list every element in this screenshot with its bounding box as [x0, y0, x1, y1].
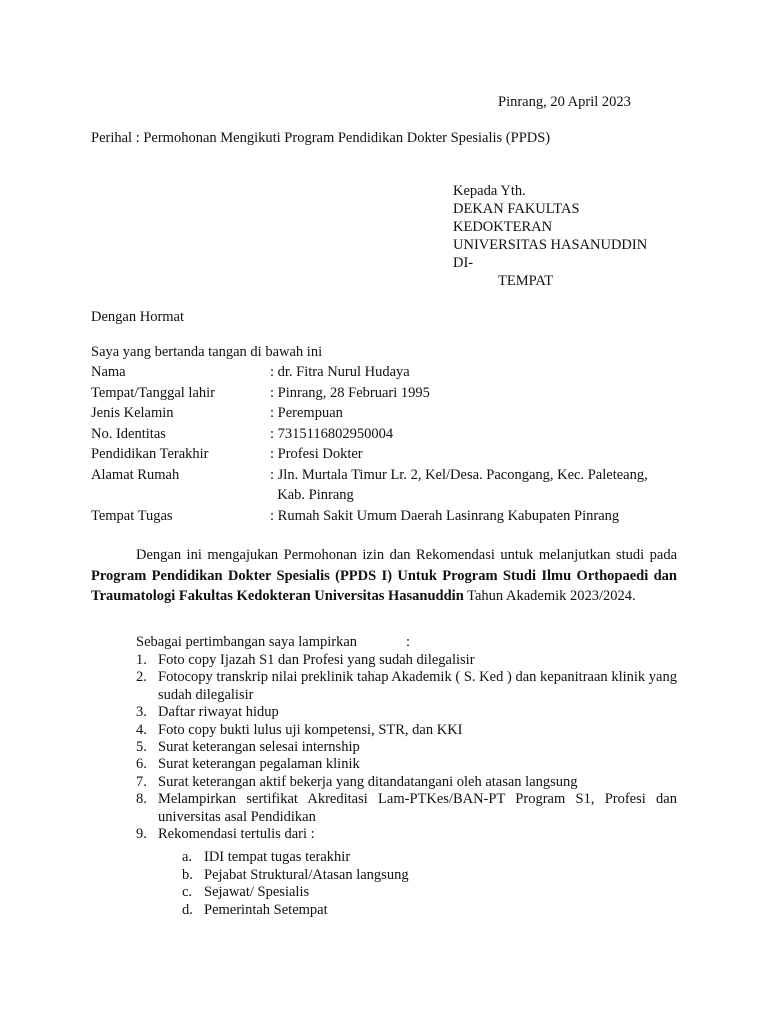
- list-item: [136, 722, 677, 739]
- recipient-line: Kepada Yth.: [453, 183, 526, 199]
- field-row: [91, 444, 691, 465]
- list-item: [136, 669, 677, 704]
- list-item: [182, 867, 482, 885]
- field-row: [91, 465, 691, 486]
- list-text: Rekomendasi tertulis dari :: [158, 826, 315, 843]
- field-value: : dr. Fitra Nurul Hudaya: [270, 364, 410, 380]
- list-item: [136, 739, 677, 756]
- list-text: Foto copy bukti lulus uji kompetensi, STR, dan KKI: [158, 721, 463, 738]
- list-item: [136, 704, 677, 721]
- field-value: Kab. Pinrang: [270, 487, 354, 503]
- greeting: Dengan Hormat: [91, 309, 185, 325]
- field-row: [91, 403, 691, 424]
- list-item: [136, 774, 677, 791]
- paragraph-text: Tahun Akademik 2023/2024.: [467, 588, 636, 604]
- field-value: : Rumah Sakit Umum Daerah Lasinrang Kabupaten Pinrang: [270, 507, 620, 524]
- list-item: [182, 902, 482, 920]
- program-name: Program Pendidikan Dokter Spesialis (PPDS I) Untuk Program Studi Ilmu Orthopaedi dan Traumatologi Fakultas Kedokteran Universitas Hasanuddin: [91, 567, 677, 604]
- list-item: [136, 791, 677, 826]
- recipient-line: TEMPAT: [498, 273, 554, 289]
- list-number: 6.: [136, 756, 147, 773]
- list-number: 1.: [136, 652, 147, 668]
- list-text: Melampirkan sertifikat Akreditasi Lam-PTKes/BAN-PT Program S1, Profesi dan universitas asal Pendidikan: [158, 791, 677, 825]
- recipient-line: DI-: [453, 255, 474, 271]
- field-value: : Profesi Dokter: [270, 446, 363, 462]
- list-number: 2.: [136, 669, 147, 686]
- field-label: Tempat/Tanggal lahir: [91, 384, 215, 401]
- field-label: Nama: [91, 364, 126, 380]
- list-text: Foto copy Ijazah S1 dan Profesi yang sudah dilegalisir: [158, 652, 475, 668]
- field-row: [91, 383, 691, 404]
- list-text: Daftar riwayat hidup: [158, 704, 279, 721]
- field-row: [91, 506, 691, 527]
- field-row: [91, 362, 691, 383]
- list-number: 9.: [136, 826, 147, 843]
- list-letter: b.: [182, 866, 193, 883]
- identity-fields: [91, 362, 691, 526]
- list-item: [136, 756, 677, 773]
- recipient-line: DEKAN FAKULTAS: [453, 201, 580, 217]
- recipient-line: KEDOKTERAN: [453, 219, 553, 235]
- recipient-line: UNIVERSITAS HASANUDDIN: [453, 237, 648, 253]
- field-label: Jenis Kelamin: [91, 405, 174, 421]
- list-letter: a.: [182, 849, 193, 865]
- field-value: : 7315116802950004: [270, 425, 394, 442]
- list-text: Fotocopy transkrip nilai preklinik tahap Akademik ( S. Ked ) dan kepanitraan klinik yang sudah dilegalisir: [158, 669, 677, 703]
- intro-line: Saya yang bertanda tangan di bawah ini: [91, 344, 323, 360]
- list-text: Pemerintah Setempat: [204, 901, 328, 918]
- list-text: Surat keterangan selesai internship: [158, 739, 360, 756]
- list-item: [182, 849, 482, 867]
- field-row: [91, 485, 691, 506]
- list-text: Sejawat/ Spesialis: [204, 884, 310, 901]
- list-number: 8.: [136, 791, 147, 808]
- list-item: [182, 884, 482, 902]
- recommendations-list: [182, 849, 482, 919]
- list-text: Surat keterangan aktif bekerja yang ditandatangani oleh atasan langsung: [158, 773, 578, 790]
- field-label: No. Identitas: [91, 425, 166, 442]
- field-value: : Perempuan: [270, 405, 343, 421]
- subject-line: Perihal : Permohonan Mengikuti Program Pendidikan Dokter Spesialis (PPDS): [91, 130, 551, 146]
- list-letter: d.: [182, 901, 193, 918]
- field-label: Tempat Tugas: [91, 507, 173, 524]
- request-paragraph: [91, 545, 677, 607]
- list-number: 3.: [136, 704, 147, 721]
- list-text: IDI tempat tugas terakhir: [204, 849, 351, 865]
- attachments-intro: Sebagai pertimbangan saya lampirkan: [136, 634, 358, 650]
- paragraph-text: Dengan ini mengajukan Permohonan izin dan Rekomendasi untuk melanjutkan studi pada: [136, 547, 677, 563]
- list-letter: c.: [182, 884, 193, 901]
- list-number: 7.: [136, 773, 147, 790]
- field-row: [91, 424, 691, 445]
- attachments-list: [136, 652, 677, 843]
- field-label: Alamat Rumah: [91, 466, 180, 483]
- list-number: 5.: [136, 739, 147, 756]
- list-item: [136, 652, 677, 669]
- list-text: Surat keterangan pegalaman klinik: [158, 756, 360, 773]
- list-item: [136, 826, 677, 843]
- field-value: : Jln. Murtala Timur Lr. 2, Kel/Desa. Pacongang, Kec. Paleteang,: [270, 466, 648, 483]
- field-value: : Pinrang, 28 Februari 1995: [270, 384, 430, 401]
- place-date: Pinrang, 20 April 2023: [498, 94, 631, 110]
- attachments-colon: :: [406, 634, 411, 650]
- list-text: Pejabat Struktural/Atasan langsung: [204, 866, 409, 883]
- field-label: Pendidikan Terakhir: [91, 446, 209, 462]
- list-number: 4.: [136, 721, 147, 738]
